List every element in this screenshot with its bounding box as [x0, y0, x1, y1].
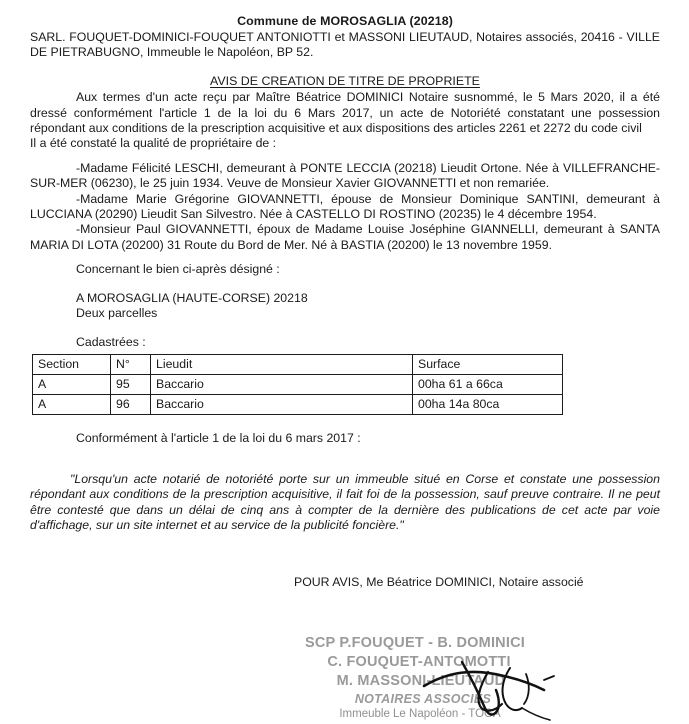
ownership-lead: Il a été constaté la qualité de propriétaire de :: [30, 136, 277, 151]
stamp-line-4: NOTAIRES ASSOCIÉS: [354, 692, 492, 706]
stamp-line-2: C. FOUQUET-ANTOMOTTI: [327, 654, 511, 670]
stamp-line-5: Immeuble Le Napoléon - TOGA: [339, 708, 501, 720]
conformity-line: Conformément à l'article 1 de la loi du 6 mars 2017 :: [76, 430, 361, 445]
property-count: Deux parcelles: [76, 306, 158, 321]
cell-section: A: [33, 374, 111, 394]
cell-lieudit: Baccario: [151, 394, 413, 414]
owner-entry-1: -Madame Félicité LESCHI, demeurant à PONTE LECCIA (20218) Lieudit Ortone. Née à VILLEFRANCHE-SUR-MER (06230), le 25 juin 1934. Veuve de Monsieur Xavier GIOVANNETTI et non remariée.: [30, 160, 660, 191]
legal-quote: "Lorsqu'un acte notarié de notoriété porte sur un immeuble situé en Corse et constate une possession répondant aux conditions de la prescription acquisitive, il fait foi de la possession, sauf preuve contraire. Il ne peut être contesté que dans un délai de cinq ans à compter de la dernière des publications de cet acte par voie d'affichage, sur un site internet et au service de la publicité foncière.": [30, 471, 660, 533]
spacer: [30, 446, 660, 459]
owner-entry-2: -Madame Marie Grégorine GIOVANNETTI, épouse de Monsieur Dominique SANTINI, demeurant à LUCCIANA (20290) Lieudit San Silvestro. Née à CASTELLO DI ROSTINO (20235) le 4 décembre 1954.: [30, 191, 660, 222]
table-row: [33, 374, 563, 394]
table-header-row: [33, 354, 563, 374]
spacer: [30, 322, 660, 335]
cell-surface: 00ha 61 a 66ca: [413, 374, 563, 394]
cell-number: 96: [111, 394, 151, 414]
property-lead: Concernant le bien ci-après désigné :: [76, 262, 280, 277]
column-header-number: N°: [111, 354, 151, 374]
cell-section: A: [33, 394, 111, 414]
owner-entry-3: -Monsieur Paul GIOVANNETTI, époux de Madame Louise Joséphine GIANNELLI, demeurant à SANTA MARIA DI LOTA (20200) 31 Route du Bord de Mer. Né à BASTIA (20200) le 13 novembre 1959.: [30, 222, 660, 252]
cell-number: 95: [111, 374, 151, 394]
column-header-lieudit: Lieudit: [151, 354, 413, 374]
cell-lieudit: Baccario: [151, 374, 413, 394]
cadastre-label: Cadastrées :: [76, 334, 146, 349]
table-row: [33, 394, 563, 414]
spacer: [30, 278, 660, 291]
notice-heading: [30, 74, 660, 89]
notary-stamp: [268, 634, 568, 724]
handwritten-signature-icon: [418, 642, 568, 722]
property-location: A MOROSAGLIA (HAUTE-CORSE) 20218: [76, 290, 308, 305]
stamp-text-block: [268, 634, 568, 722]
stamp-line-3: M. MASSONI-LIEUTAUD: [336, 673, 506, 689]
intro-paragraph: Aux termes d'un acte reçu par Maître Béatrice DOMINICI Notaire susnommé, le 5 Mars 2020, il a été dressé conformément l'article 1 de la loi du 6 Mars 2017, un acte de Notoriété constatant une possession répondant aux conditions de la prescription acquisitive et aux dispositions des articles 2261 et 2272 du code civil: [30, 90, 660, 136]
page-title: Commune de MOROSAGLIA (20218): [237, 14, 453, 28]
spacer: [30, 253, 660, 262]
cell-surface: 00ha 14a 80ca: [413, 394, 563, 414]
spacer: [30, 152, 660, 161]
notice-heading-text: AVIS DE CREATION DE TITRE DE PROPRIETE: [210, 73, 480, 88]
stamp-line-1: SCP P.FOUQUET - B. DOMINICI: [305, 635, 525, 651]
spacer: [30, 415, 660, 431]
column-header-surface: Surface: [413, 354, 563, 374]
signoff-line: POUR AVIS, Me Béatrice DOMINICI, Notaire associé: [294, 574, 584, 589]
notary-firm-line: SARL. FOUQUET-DOMINICI-FOUQUET ANTONIOTTI et MASSONI LIEUTAUD, Notaires associés, 20416 - VILLE DE PIETRABUGNO, Immeuble le Napoléon, BP 52.: [30, 30, 660, 60]
spacer: [30, 546, 660, 562]
column-header-section: Section: [33, 354, 111, 374]
cadastre-table: [32, 354, 563, 415]
